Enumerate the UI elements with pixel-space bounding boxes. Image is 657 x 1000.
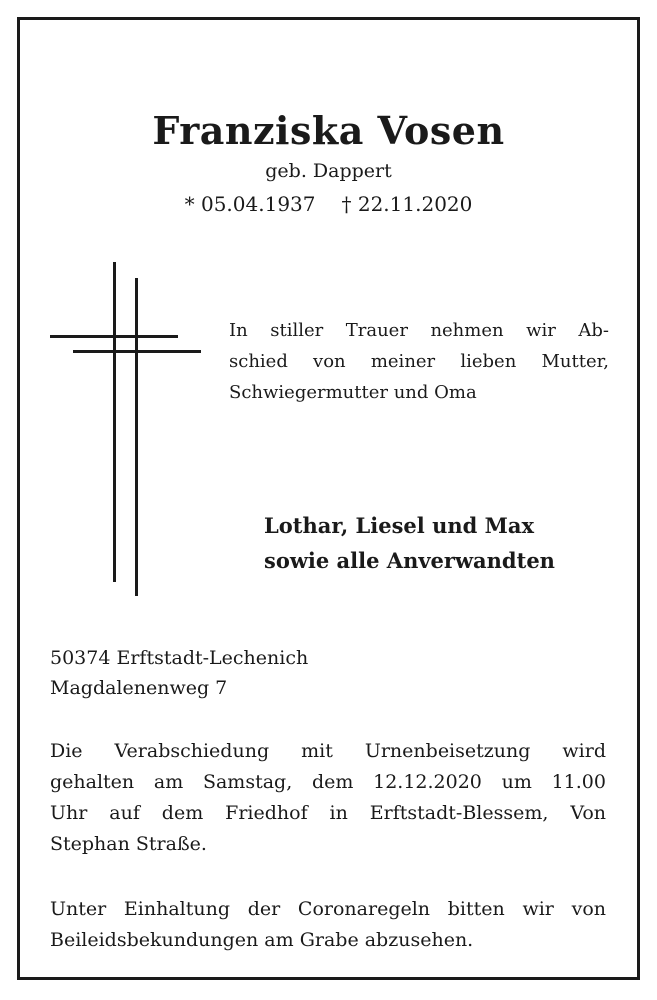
text-line: Beileidsbekundungen am Grabe abzusehen. xyxy=(50,929,474,951)
corona-notice xyxy=(50,894,606,956)
signers xyxy=(264,508,555,578)
text-line: Unter Einhaltung der Coronaregeln bitten wir von xyxy=(50,898,606,920)
address-street: Magdalenenweg 7 xyxy=(50,677,228,699)
text-line: Schwiegermutter und Oma xyxy=(229,382,477,403)
deceased-name: Franziska Vosen xyxy=(152,108,505,153)
text-line: Die Verabschiedung mit Urnenbeisetzung wird xyxy=(50,740,606,762)
text-line: gehalten am Samstag, dem 12.12.2020 um 11.00 xyxy=(50,771,606,793)
signer-line: sowie alle Anverwandten xyxy=(264,548,555,573)
address xyxy=(50,643,308,703)
text-line: Uhr auf dem Friedhof in Erftstadt-Blessem, Von xyxy=(50,802,606,824)
maiden-name: geb. Dappert xyxy=(265,160,392,182)
life-dates xyxy=(0,192,657,216)
text-line: In stiller Trauer nehmen wir Ab- xyxy=(229,320,609,341)
birth-date: * 05.04.1937 xyxy=(184,192,316,216)
address-city: 50374 Erftstadt-Lechenich xyxy=(50,647,309,669)
death-date: † 22.11.2020 xyxy=(341,192,473,216)
funeral-info xyxy=(50,736,606,860)
signer-line: Lothar, Liesel und Max xyxy=(264,513,534,538)
text-line: Stephan Straße. xyxy=(50,833,207,855)
text-line: schied von meiner lieben Mutter, xyxy=(229,351,609,372)
mourning-text xyxy=(229,315,609,408)
